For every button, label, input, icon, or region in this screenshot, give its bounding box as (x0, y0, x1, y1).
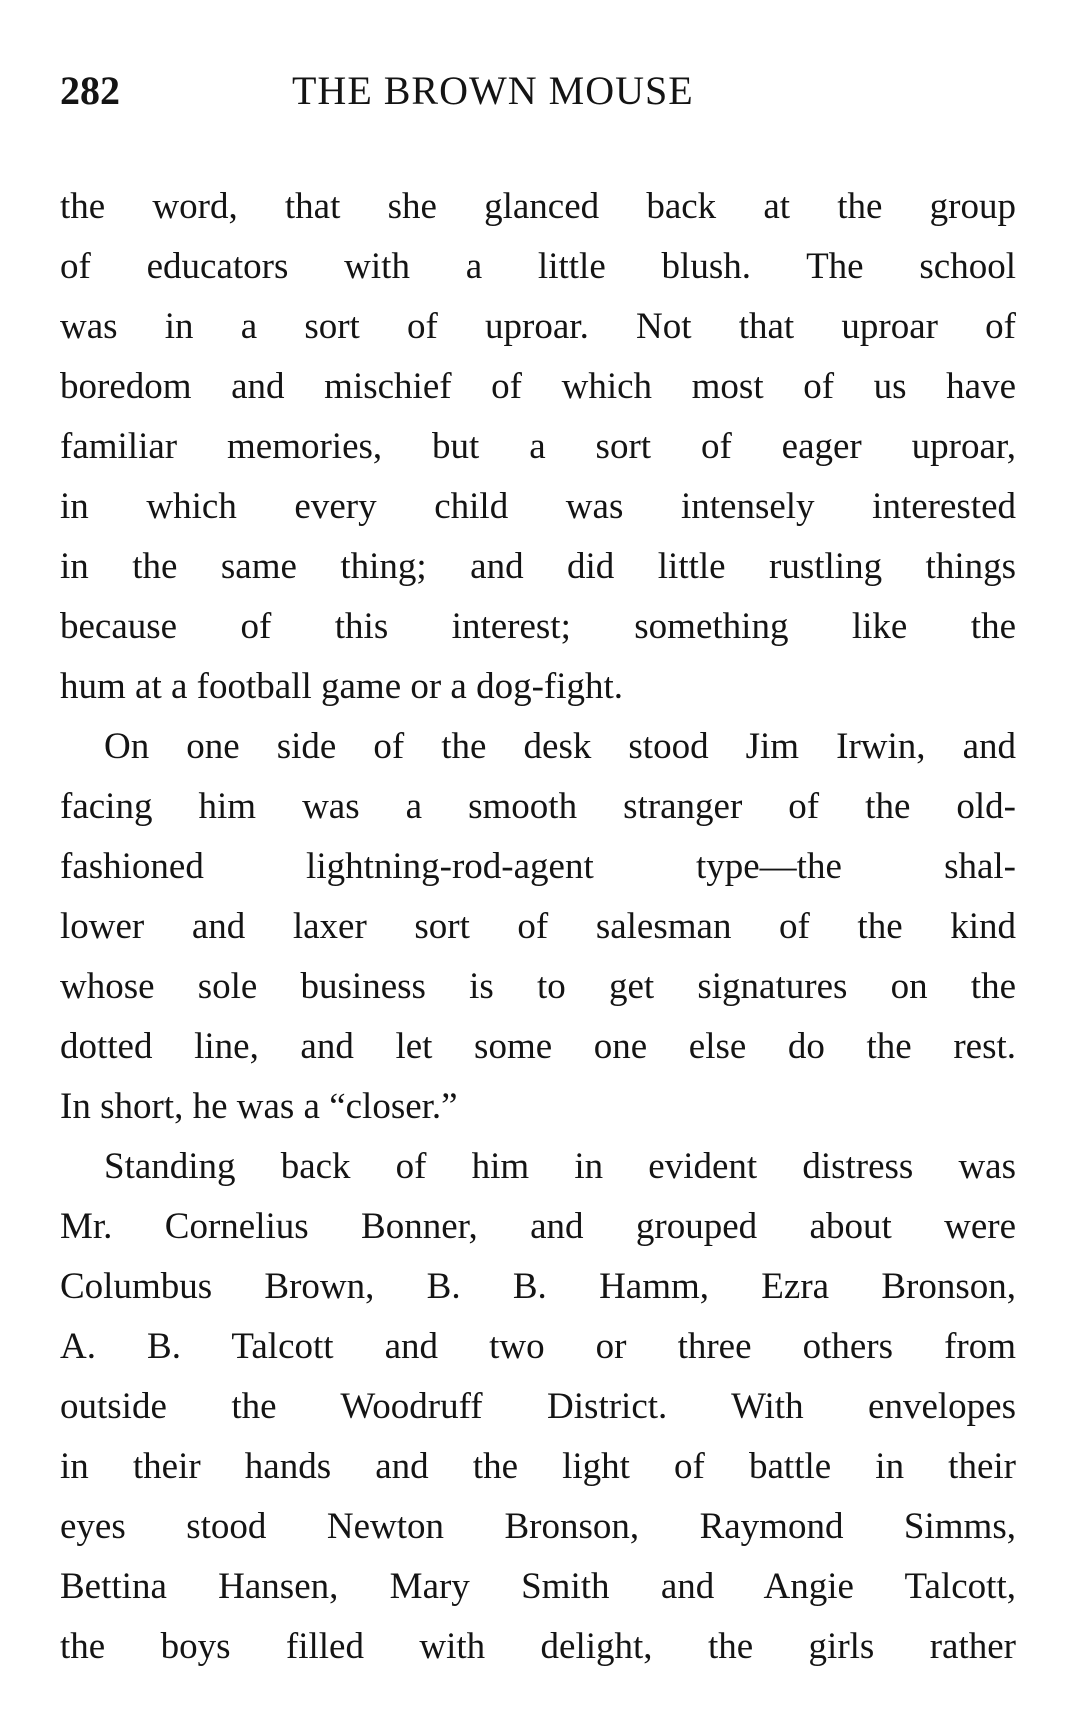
text-line: in their hands and the light of battle in their (60, 1446, 1016, 1487)
running-title: THE BROWN MOUSE (292, 68, 694, 113)
text-line: fashioned lightning-rod-agent type—the shal- (60, 846, 1016, 887)
text-line: A. B. Talcott and two or three others from (60, 1326, 1016, 1367)
text-line: whose sole business is to get signatures on the (60, 966, 1016, 1007)
text-line: In short, he was a “closer.” (60, 1086, 458, 1127)
text-line: Mr. Cornelius Bonner, and grouped about were (60, 1206, 1016, 1247)
page-number: 282 (60, 68, 120, 113)
text-line: the word, that she glanced back at the group (60, 186, 1016, 227)
body-text (60, 177, 1016, 1677)
running-head (60, 66, 1016, 116)
text-line: the boys filled with delight, the girls rather (60, 1626, 1016, 1667)
text-line: was in a sort of uproar. Not that uproar of (60, 306, 1016, 347)
text-line: Columbus Brown, B. B. Hamm, Ezra Bronson, (60, 1266, 1016, 1307)
text-line: Bettina Hansen, Mary Smith and Angie Talcott, (60, 1566, 1016, 1607)
text-line: dotted line, and let some one else do the rest. (60, 1026, 1016, 1067)
text-line: because of this interest; something like the (60, 606, 1016, 647)
text-line: familiar memories, but a sort of eager uproar, (60, 426, 1016, 467)
text-line: facing him was a smooth stranger of the old- (60, 786, 1016, 827)
text-line: On one side of the desk stood Jim Irwin, and (104, 726, 1016, 767)
text-line: eyes stood Newton Bronson, Raymond Simms, (60, 1506, 1016, 1547)
text-line: lower and laxer sort of salesman of the kind (60, 906, 1016, 947)
text-line: boredom and mischief of which most of us have (60, 366, 1016, 407)
text-line: of educators with a little blush. The school (60, 246, 1016, 287)
text-line: hum at a football game or a dog-fight. (60, 666, 624, 707)
paragraph (60, 717, 1016, 1137)
paragraph (60, 1137, 1016, 1677)
text-line: in the same thing; and did little rustling things (60, 546, 1016, 587)
paragraph (60, 177, 1016, 717)
text-line: outside the Woodruff District. With envelopes (60, 1386, 1016, 1427)
text-line: in which every child was intensely interested (60, 486, 1016, 527)
text-line: Standing back of him in evident distress was (104, 1146, 1016, 1187)
